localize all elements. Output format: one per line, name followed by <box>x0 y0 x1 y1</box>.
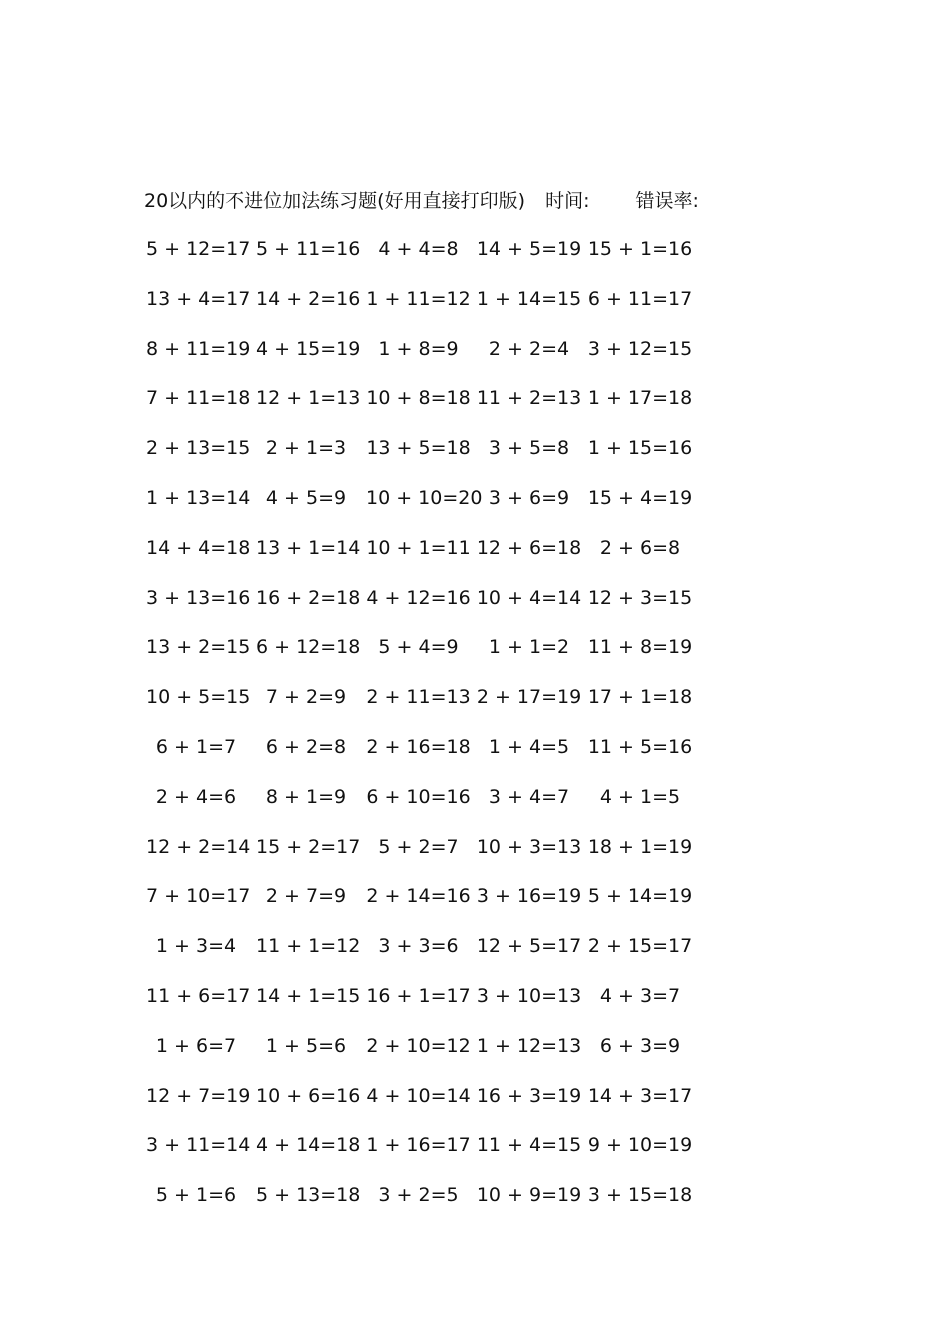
problem-cell: 2 + 11=13 <box>366 686 471 709</box>
problem-row <box>144 880 744 930</box>
problem-cell: 4 + 3=7 <box>599 984 681 1007</box>
problem-cell: 1 + 17=18 <box>587 387 693 410</box>
problem-cell: 13 + 4=17 <box>146 287 251 310</box>
problem-cell: 3 + 4=7 <box>488 785 570 808</box>
problem-cell: 2 + 14=16 <box>366 885 471 908</box>
problem-cell: 12 + 1=13 <box>256 387 361 410</box>
problem-row <box>144 432 744 482</box>
problem-row <box>144 532 744 582</box>
problem-grid <box>144 233 744 1229</box>
problem-row <box>144 382 744 432</box>
problem-cell: 1 + 11=12 <box>366 287 471 310</box>
problem-row <box>144 1080 744 1130</box>
problem-cell: 16 + 3=19 <box>476 1084 582 1107</box>
problem-cell: 10 + 10=20 <box>366 486 483 509</box>
problem-cell: 5 + 13=18 <box>256 1184 361 1207</box>
problem-cell: 12 + 3=15 <box>587 586 693 609</box>
problem-cell: 3 + 15=18 <box>587 1184 693 1207</box>
problem-cell: 14 + 3=17 <box>587 1084 693 1107</box>
problem-cell: 12 + 5=17 <box>476 935 582 958</box>
problem-cell: 4 + 12=16 <box>366 586 471 609</box>
problem-cell: 3 + 16=19 <box>476 885 582 908</box>
problem-cell: 15 + 2=17 <box>256 835 361 858</box>
problem-cell: 18 + 1=19 <box>587 835 693 858</box>
problem-cell: 5 + 2=7 <box>378 835 459 858</box>
problem-cell: 10 + 9=19 <box>476 1184 582 1207</box>
problem-cell: 10 + 6=16 <box>256 1084 361 1107</box>
problem-cell: 5 + 4=9 <box>378 636 459 659</box>
problem-cell: 11 + 8=19 <box>587 636 693 659</box>
problem-cell: 3 + 2=5 <box>378 1184 459 1207</box>
problem-cell: 1 + 16=17 <box>366 1134 471 1157</box>
problem-row <box>144 831 744 881</box>
problem-row <box>144 1179 744 1229</box>
problem-cell: 15 + 4=19 <box>587 486 693 509</box>
problem-cell: 6 + 10=16 <box>366 785 471 808</box>
problem-row <box>144 631 744 681</box>
problem-cell: 6 + 12=18 <box>256 636 361 659</box>
problem-cell: 4 + 4=8 <box>378 238 459 260</box>
problem-cell: 10 + 5=15 <box>146 686 251 709</box>
problem-cell: 16 + 2=18 <box>256 586 361 609</box>
problem-cell: 3 + 10=13 <box>476 984 582 1007</box>
problem-cell: 10 + 1=11 <box>366 536 471 559</box>
problem-cell: 2 + 16=18 <box>366 735 471 758</box>
problem-cell: 2 + 10=12 <box>366 1034 471 1057</box>
problem-cell: 3 + 12=15 <box>587 337 693 360</box>
problem-cell: 12 + 6=18 <box>476 536 582 559</box>
problem-cell: 7 + 2=9 <box>265 686 347 709</box>
problem-cell: 8 + 11=19 <box>146 337 251 360</box>
problem-cell: 1 + 13=14 <box>146 486 251 509</box>
problem-cell: 1 + 12=13 <box>476 1034 582 1057</box>
problem-cell: 5 + 12=17 <box>146 238 251 260</box>
problem-row <box>144 582 744 632</box>
problem-cell: 1 + 14=15 <box>476 287 582 310</box>
problem-cell: 5 + 14=19 <box>587 885 693 908</box>
problem-row <box>144 681 744 731</box>
problem-row <box>144 1030 744 1080</box>
problem-cell: 12 + 2=14 <box>146 835 251 858</box>
problem-cell: 7 + 10=17 <box>146 885 251 908</box>
problem-cell: 3 + 5=8 <box>488 437 570 460</box>
problem-cell: 4 + 10=14 <box>366 1084 471 1107</box>
problem-cell: 1 + 6=7 <box>155 1034 237 1057</box>
problem-cell: 14 + 1=15 <box>256 984 361 1007</box>
problem-cell: 9 + 10=19 <box>587 1134 693 1157</box>
problem-cell: 12 + 7=19 <box>146 1084 251 1107</box>
problem-row <box>144 333 744 383</box>
problem-cell: 10 + 4=14 <box>476 586 582 609</box>
error-rate-label: 错误率: <box>635 190 699 212</box>
problem-cell: 4 + 1=5 <box>599 785 681 808</box>
problem-cell: 6 + 2=8 <box>265 735 347 758</box>
problem-cell: 4 + 15=19 <box>256 337 361 360</box>
problem-cell: 14 + 5=19 <box>476 238 582 260</box>
problem-cell: 11 + 5=16 <box>587 735 693 758</box>
problem-cell: 11 + 2=13 <box>476 387 582 410</box>
problem-cell: 10 + 8=18 <box>366 387 471 410</box>
problem-cell: 14 + 4=18 <box>146 536 251 559</box>
problem-cell: 6 + 3=9 <box>599 1034 681 1057</box>
problem-cell: 8 + 1=9 <box>265 785 347 808</box>
problem-cell: 11 + 1=12 <box>256 935 361 958</box>
problem-cell: 3 + 6=9 <box>488 486 570 509</box>
problem-cell: 1 + 1=2 <box>488 636 570 659</box>
problem-cell: 2 + 1=3 <box>265 437 347 460</box>
problem-cell: 11 + 6=17 <box>146 984 251 1007</box>
problem-row <box>144 482 744 532</box>
problem-cell: 2 + 6=8 <box>599 536 681 559</box>
problem-cell: 2 + 17=19 <box>476 686 582 709</box>
problem-row <box>144 781 744 831</box>
problem-cell: 15 + 1=16 <box>587 238 693 260</box>
problem-cell: 2 + 7=9 <box>265 885 347 908</box>
problem-cell: 6 + 1=7 <box>155 735 237 758</box>
time-label: 时间: <box>545 190 590 212</box>
problem-cell: 10 + 3=13 <box>476 835 582 858</box>
problem-cell: 1 + 8=9 <box>378 337 459 360</box>
problem-cell: 3 + 3=6 <box>378 935 459 958</box>
problem-cell: 13 + 2=15 <box>146 636 251 659</box>
problem-cell: 1 + 5=6 <box>265 1034 347 1057</box>
problem-row <box>144 980 744 1030</box>
problem-cell: 2 + 4=6 <box>155 785 237 808</box>
problem-cell: 4 + 14=18 <box>256 1134 361 1157</box>
problem-row <box>144 731 744 781</box>
problem-cell: 14 + 2=16 <box>256 287 361 310</box>
problem-cell: 11 + 4=15 <box>476 1134 582 1157</box>
worksheet-header <box>144 186 699 216</box>
problem-cell: 4 + 5=9 <box>265 486 347 509</box>
page-title: 20以内的不进位加法练习题(好用直接打印版) <box>144 190 526 212</box>
problem-cell: 2 + 2=4 <box>488 337 570 360</box>
problem-row <box>144 283 744 333</box>
problem-cell: 7 + 11=18 <box>146 387 251 410</box>
problem-row <box>144 930 744 980</box>
problem-cell: 3 + 11=14 <box>146 1134 251 1157</box>
problem-cell: 17 + 1=18 <box>587 686 693 709</box>
problem-cell: 1 + 4=5 <box>488 735 570 758</box>
problem-cell: 1 + 3=4 <box>155 935 237 958</box>
problem-cell: 1 + 15=16 <box>587 437 693 460</box>
problem-cell: 13 + 1=14 <box>256 536 361 559</box>
problem-cell: 13 + 5=18 <box>366 437 471 460</box>
problem-cell: 2 + 13=15 <box>146 437 251 460</box>
problem-row <box>144 1129 744 1179</box>
problem-cell: 6 + 11=17 <box>587 287 693 310</box>
problem-cell: 3 + 13=16 <box>146 586 251 609</box>
problem-cell: 5 + 11=16 <box>256 238 361 260</box>
problem-cell: 5 + 1=6 <box>155 1184 237 1207</box>
problem-row <box>144 233 744 283</box>
problem-cell: 16 + 1=17 <box>366 984 471 1007</box>
problem-cell: 2 + 15=17 <box>587 935 693 958</box>
